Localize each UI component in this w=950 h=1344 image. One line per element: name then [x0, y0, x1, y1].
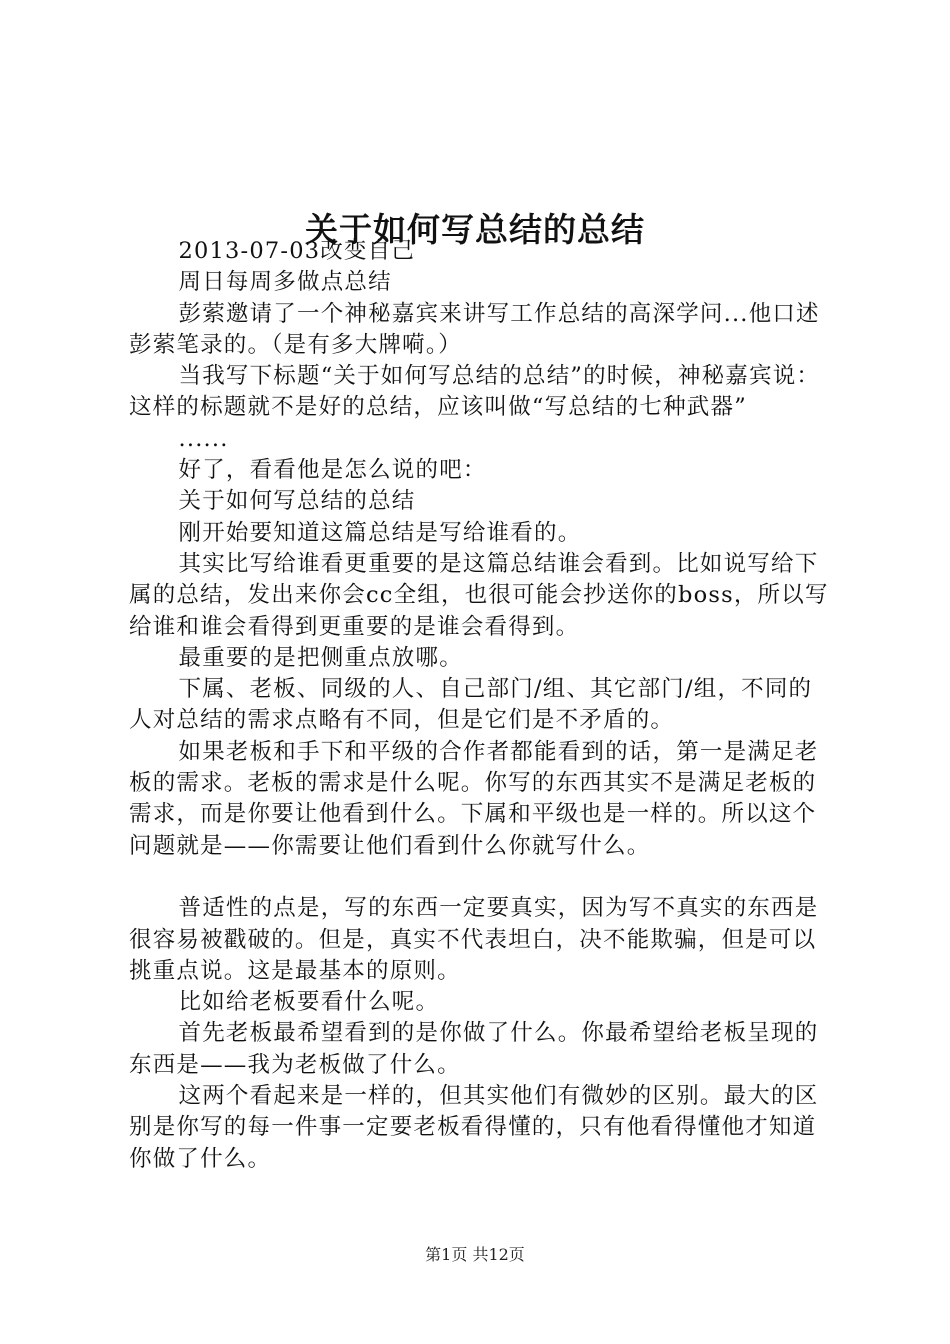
paragraph: 刚开始要知道这篇总结是写给谁看的。	[178, 519, 582, 546]
blank-line	[129, 862, 835, 893]
paragraph: 好了，看看他是怎么说的吧：	[178, 457, 487, 484]
document-body	[129, 236, 835, 1175]
section-heading: 关于如何写总结的总结	[178, 488, 416, 515]
paragraph: 周日每周多做点总结	[178, 269, 392, 296]
paragraph: 最重要的是把侧重点放哪。	[178, 644, 463, 671]
page-title: 关于如何写总结的总结	[305, 210, 645, 250]
paragraph: 下属、老板、同级的人、自己部门/组、其它部门/组，不同的人对总结的需求点略有不同，但是它们是不矛盾的。	[129, 676, 813, 734]
paragraph: 如果老板和手下和平级的合作者都能看到的话，第一是满足老板的需求。老板的需求是什么呢。你写的东西其实不是满足老板的需求，而是你要让他看到什么。下属和平级也是一样的。所以这个问题就是——你需要让他们看到什么你就写什么。	[129, 738, 819, 859]
paragraph: 这两个看起来是一样的，但其实他们有微妙的区别。最大的区别是你写的每一件事一定要老板看得懂的，只有他看得懂他才知道你做了什么。	[129, 1083, 819, 1172]
paragraph: 当我写下标题“关于如何写总结的总结”的时候，神秘嘉宾说：这样的标题就不是好的总结，应该叫做“写总结的七种武器”	[129, 363, 821, 421]
paragraph: 比如给老板要看什么呢。	[178, 989, 440, 1016]
paragraph: 彭萦邀请了一个神秘嘉宾来讲写工作总结的高深学问...他口述彭萦笔录的。（是有多大牌嗬。）	[129, 300, 820, 358]
page-footer: 第1页 共12页	[425, 1245, 525, 1264]
paragraph: ......	[178, 425, 229, 452]
date-line: 2013-07-03改变自己	[178, 238, 416, 264]
paragraph: 其实比写给谁看更重要的是这篇总结谁会看到。比如说写给下属的总结，发出来你会cc全组，也很可能会抄送你的boss，所以写给谁和谁会看得到更重要的是谁会看得到。	[129, 550, 829, 640]
paragraph: 普适性的点是，写的东西一定要真实，因为写不真实的东西是很容易被戳破的。但是，真实不代表坦白，决不能欺骗，但是可以挑重点说。这是最基本的原则。	[129, 895, 819, 984]
paragraph: 首先老板最希望看到的是你做了什么。你最希望给老板呈现的东西是——我为老板做了什么。	[129, 1020, 819, 1078]
